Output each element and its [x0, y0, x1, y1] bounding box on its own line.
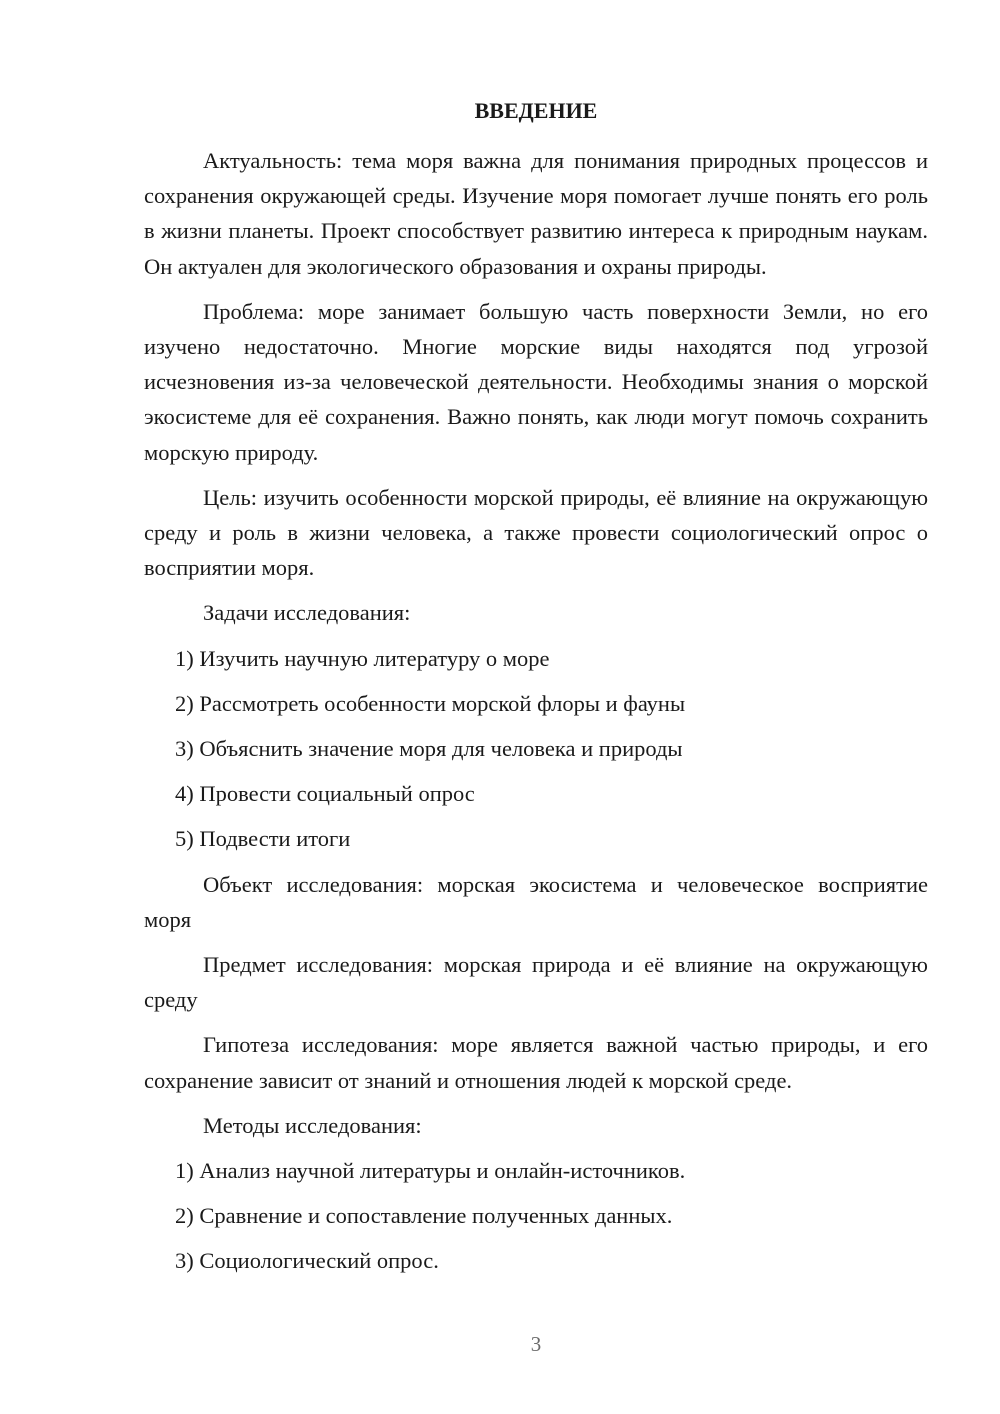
method-item: 1) Анализ научной литературы и онлайн-источников.	[175, 1158, 686, 1184]
document-page	[144, 0, 928, 1414]
page-title: ВВЕДЕНИЕ	[474, 98, 598, 123]
task-item: 2) Рассмотреть особенности морской флоры и фауны	[175, 690, 686, 716]
document-body	[144, 143, 928, 1279]
task-item: 1) Изучить научную литературу о море	[175, 645, 550, 671]
task-item: 3) Объяснить значение моря для человека и природы	[175, 736, 683, 762]
object-paragraph: Объект исследования: морская экосистема и человеческое восприятие моря	[144, 871, 928, 932]
method-item: 3) Социологический опрос.	[175, 1248, 439, 1274]
hypothesis-paragraph: Гипотеза исследования: море является важной частью природы, и его сохранение зависит от знаний и отношения людей к морской среде.	[144, 1032, 928, 1093]
page-number: 3	[530, 1332, 542, 1356]
methods-heading: Методы исследования:	[203, 1112, 422, 1138]
relevance-paragraph: Актуальность: тема моря важна для понимания природных процессов и сохранения окружающей среды. Изучение моря помогает лучше понять его роль в жизни планеты. Проект способствует развитию интереса к природным наукам. Он актуален для экологического образования и охраны природы.	[144, 148, 928, 279]
goal-paragraph: Цель: изучить особенности морской природы, её влияние на окружающую среду и роль в жизни человека, а также провести социологический опрос о восприятии моря.	[144, 484, 928, 581]
task-item: 4) Провести социальный опрос	[175, 781, 475, 807]
method-item: 2) Сравнение и сопоставление полученных данных.	[175, 1203, 673, 1229]
problem-paragraph: Проблема: море занимает большую часть поверхности Земли, но его изучено недостаточно. Многие морские виды находятся под угрозой исчезновения из-за человеческой деятельности. Необходимы знания о морской экосистеме для её сохранения. Важно понять, как люди могут помочь сохранить морскую природу.	[144, 298, 928, 465]
subject-paragraph: Предмет исследования: морская природа и её влияние на окружающую среду	[144, 952, 928, 1013]
task-item: 5) Подвести итоги	[175, 826, 351, 852]
tasks-heading: Задачи исследования:	[203, 600, 411, 626]
